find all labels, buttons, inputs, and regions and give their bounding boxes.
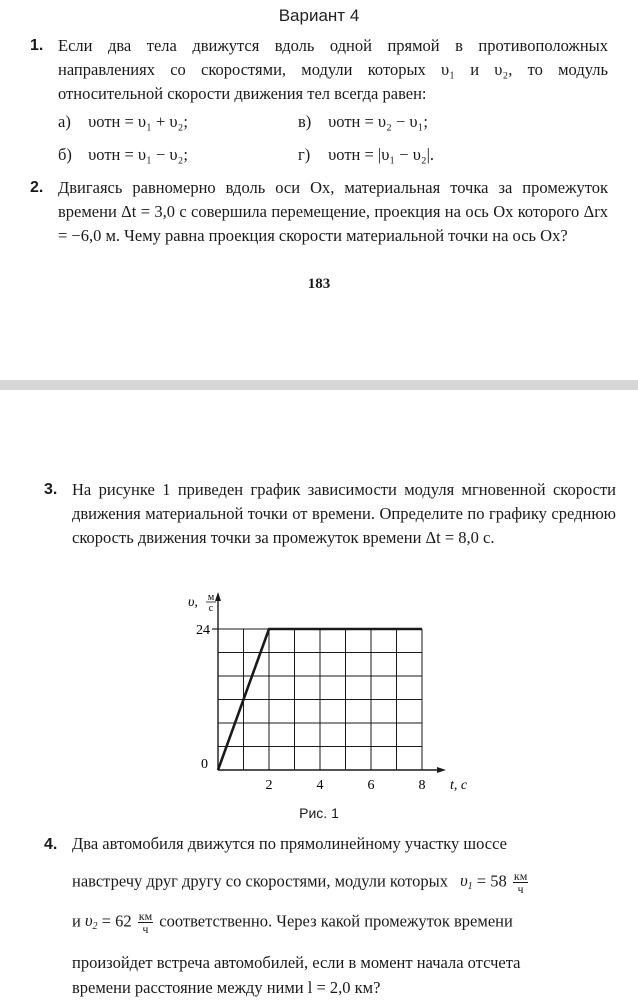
problem-2 <box>30 176 608 248</box>
option-a-label: а) <box>58 112 71 131</box>
x-axis-label: t, с <box>450 778 468 793</box>
v2-value: = 62 <box>101 911 132 931</box>
option-a-formula: υотн = υ₁ + υ₂; <box>88 112 188 131</box>
problem-1 <box>30 34 608 106</box>
y-axis-arrow <box>215 592 221 601</box>
problem-4-line-1: Два автомобиля движутся по прямолинейному участку шоссе <box>72 834 507 853</box>
option-a <box>58 112 188 132</box>
v1-value: = 58 <box>476 871 507 891</box>
x-tick-label: 8 <box>418 778 426 793</box>
option-b-formula: υотн = υ₁ − υ₂; <box>88 145 188 164</box>
problem-4-line-3-prefix: и <box>72 911 81 931</box>
v1-unit-fraction <box>513 870 528 895</box>
v2-unit-fraction <box>138 910 153 935</box>
option-v <box>298 112 428 132</box>
page-top <box>0 0 638 380</box>
y-axis-unit-top: м <box>207 592 215 603</box>
y-axis-unit-bottom: с <box>208 603 214 614</box>
problem-3-number: 3. <box>44 481 58 498</box>
problem-4-number: 4. <box>44 836 58 853</box>
problem-4-line-2-text: навстречу друг другу со скоростями, модули которых <box>72 871 448 891</box>
option-b <box>58 145 188 165</box>
problem-3-text: На рисунке 1 приведен график зависимости модуля мгновенной скорости движения материальной точки от времени. Определите по графику среднюю скорость движения точки за промежуток времени Δt = 8,0 с. <box>72 480 616 547</box>
option-b-label: б) <box>58 145 72 164</box>
v1-unit-top: км <box>513 869 528 883</box>
option-g-formula: υотн = |υ₁ − υ₂|. <box>328 145 435 164</box>
velocity-chart <box>150 590 490 800</box>
y-axis-label-main: υ, <box>188 595 198 610</box>
problem-4-line-5: времени расстояние между ними l = 2,0 км? <box>72 978 381 997</box>
problem-4-line-3 <box>72 910 513 935</box>
y-tick-label: 24 <box>196 623 210 638</box>
x-tick-label: 6 <box>367 778 375 793</box>
problem-4-line-3-suffix: соответственно. Через какой промежуток времени <box>159 911 513 931</box>
figure-caption: Рис. 1 <box>299 805 339 821</box>
variant-title: Вариант 4 <box>278 6 360 25</box>
v2-unit-bottom: ч <box>142 922 149 936</box>
page-number: 183 <box>307 276 331 292</box>
x-axis-arrow <box>437 767 446 773</box>
v1-symbol: $\upsilon_1$ <box>460 871 473 893</box>
problem-2-text: Двигаясь равномерно вдоль оси Ox, материальная точка за промежуток времени Δt = 3,0 с совершила перемещение, проекция на ось Ox которого Δrx = −6,0 м. Чему равна проекция скорости материальной точки на ось Ox? <box>58 178 608 245</box>
problem-2-number: 2. <box>30 179 44 196</box>
problem-4-line-2 <box>72 870 530 895</box>
x-tick-label: 4 <box>316 778 324 793</box>
problem-4-line-4: произойдет встреча автомобилей, если в момент начала отсчета <box>72 953 521 972</box>
problem-1-text: Если два тела движутся вдоль одной прямой в противоположных направлениях со скоростями, модули которых υ₁ и υ₂, то модуль относительной скорости движения тел всегда равен: <box>58 36 608 103</box>
origin-label: 0 <box>201 757 208 772</box>
problem-1-number: 1. <box>30 37 44 54</box>
page-separator <box>0 380 638 390</box>
option-g-label: г) <box>298 145 311 164</box>
problem-3 <box>44 478 616 550</box>
v2-unit-top: км <box>138 909 153 923</box>
velocity-chart-svg <box>150 590 490 800</box>
v2-symbol: $\upsilon_2$ <box>84 911 98 933</box>
v1-unit-bottom: ч <box>517 882 524 896</box>
option-v-formula: υотн = υ₂ − υ₁; <box>328 112 428 131</box>
problem-1-options <box>58 112 618 172</box>
option-v-label: в) <box>298 112 312 131</box>
option-g <box>298 145 434 165</box>
x-tick-label: 2 <box>265 778 273 793</box>
